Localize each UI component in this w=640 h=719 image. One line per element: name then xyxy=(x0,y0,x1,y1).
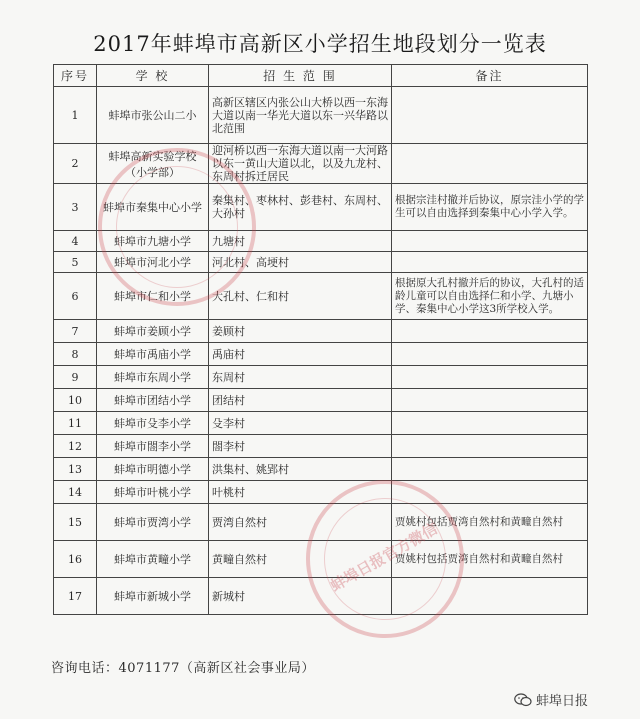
contact-footer: 咨询电话：4071177（高新区社会事业局） xyxy=(51,661,315,676)
table-row xyxy=(54,435,588,458)
row-school: 蚌埠市秦集中心小学 xyxy=(97,184,209,231)
table-row xyxy=(54,389,588,412)
row-num: 15 xyxy=(54,504,97,541)
row-school: 蚌埠市张公山二小 xyxy=(97,87,209,144)
row-range: 殳李村 xyxy=(209,412,392,435)
row-school: 蚌埠市团结小学 xyxy=(97,389,209,412)
row-range: 叶桃村 xyxy=(209,481,392,504)
row-note xyxy=(392,87,588,144)
table-row xyxy=(54,412,588,435)
row-school: 蚌埠市殳李小学 xyxy=(97,412,209,435)
row-range: 姜顾村 xyxy=(209,320,392,343)
row-num: 6 xyxy=(54,273,97,320)
row-note: 贾姚村包括贾湾自然村和黄疃自然村 xyxy=(392,541,588,578)
row-num: 13 xyxy=(54,458,97,481)
row-note: 贾姚村包括贾湾自然村和黄疃自然村 xyxy=(392,504,588,541)
row-note xyxy=(392,435,588,458)
row-num: 7 xyxy=(54,320,97,343)
enrollment-table xyxy=(53,64,588,615)
row-range: 閤李村 xyxy=(209,435,392,458)
row-range: 秦集村、枣林村、彭巷村、东周村、大孙村 xyxy=(209,184,392,231)
row-num: 8 xyxy=(54,343,97,366)
table-row xyxy=(54,87,588,144)
row-range: 东周村 xyxy=(209,366,392,389)
row-num: 17 xyxy=(54,578,97,615)
brand-name: 蚌埠日报 xyxy=(535,694,588,709)
row-school: 蚌埠市黄疃小学 xyxy=(97,541,209,578)
row-num: 10 xyxy=(54,389,97,412)
table-row xyxy=(54,343,588,366)
table-row xyxy=(54,481,588,504)
table-row xyxy=(54,231,588,252)
header-note: 备注 xyxy=(392,65,588,87)
row-note xyxy=(392,320,588,343)
row-range: 大孔村、仁和村 xyxy=(209,273,392,320)
row-num: 14 xyxy=(54,481,97,504)
row-num: 1 xyxy=(54,87,97,144)
table-row xyxy=(54,458,588,481)
table-row xyxy=(54,184,588,231)
row-range: 迎河桥以西一东海大道以南一大河路以东一黄山大道以北，以及九龙村、东周村拆迁居民 xyxy=(209,144,392,184)
stamp-text: 蚌埠日报官方微信 xyxy=(327,519,441,596)
row-school: 蚌埠市叶桃小学 xyxy=(97,481,209,504)
row-note xyxy=(392,231,588,252)
row-num: 11 xyxy=(54,412,97,435)
row-num: 5 xyxy=(54,252,97,273)
row-school: 蚌埠市姜顾小学 xyxy=(97,320,209,343)
row-note xyxy=(392,343,588,366)
row-school: 蚌埠市贾湾小学 xyxy=(97,504,209,541)
table-row xyxy=(54,144,588,184)
row-note xyxy=(392,481,588,504)
table-row xyxy=(54,273,588,320)
row-note xyxy=(392,389,588,412)
row-school: 蚌埠市禹庙小学 xyxy=(97,343,209,366)
table-row xyxy=(54,504,588,541)
header-range: 招 生 范 围 xyxy=(209,65,392,87)
row-range: 河北村、高埂村 xyxy=(209,252,392,273)
row-note xyxy=(392,578,588,615)
row-range: 高新区辖区内张公山大桥以西一东海大道以南一华光大道以东一兴华路以北范围 xyxy=(209,87,392,144)
row-range: 贾湾自然村 xyxy=(209,504,392,541)
row-school: 蚌埠市閤李小学 xyxy=(97,435,209,458)
row-range: 九塘村 xyxy=(209,231,392,252)
row-num: 12 xyxy=(54,435,97,458)
table-row xyxy=(54,366,588,389)
table-body xyxy=(54,87,588,615)
brand-watermark xyxy=(514,690,588,709)
row-school: 蚌埠高新实验学校（小学部） xyxy=(97,144,209,184)
row-school: 蚌埠市新城小学 xyxy=(97,578,209,615)
row-school: 蚌埠市明德小学 xyxy=(97,458,209,481)
row-school: 蚌埠市东周小学 xyxy=(97,366,209,389)
header-school: 学 校 xyxy=(97,65,209,87)
row-school: 蚌埠市河北小学 xyxy=(97,252,209,273)
row-range: 新城村 xyxy=(209,578,392,615)
row-num: 2 xyxy=(54,144,97,184)
row-school: 蚌埠市仁和小学 xyxy=(97,273,209,320)
row-range: 禹庙村 xyxy=(209,343,392,366)
row-range: 洪集村、姚郢村 xyxy=(209,458,392,481)
row-num: 16 xyxy=(54,541,97,578)
table-header-row xyxy=(54,65,588,87)
table-row xyxy=(54,541,588,578)
wechat-icon xyxy=(514,693,532,707)
row-note xyxy=(392,366,588,389)
page-title: 2017年蚌埠市高新区小学招生地段划分一览表 xyxy=(93,32,547,56)
row-note xyxy=(392,252,588,273)
row-range: 团结村 xyxy=(209,389,392,412)
row-note: 根据原大孔村撤并后的协议，大孔村的适龄儿童可以自由选择仁和小学、九塘小学、秦集中心小学这3所学校入学。 xyxy=(392,273,588,320)
row-num: 9 xyxy=(54,366,97,389)
table-row xyxy=(54,578,588,615)
header-num: 序号 xyxy=(54,65,97,87)
row-school: 蚌埠市九塘小学 xyxy=(97,231,209,252)
row-note xyxy=(392,412,588,435)
row-note xyxy=(392,458,588,481)
row-note: 根据宗洼村撤并后协议，原宗洼小学的学生可以自由选择到秦集中心小学入学。 xyxy=(392,184,588,231)
table-row xyxy=(54,320,588,343)
row-note xyxy=(392,144,588,184)
row-num: 3 xyxy=(54,184,97,231)
table-row xyxy=(54,252,588,273)
row-range: 黄疃自然村 xyxy=(209,541,392,578)
row-num: 4 xyxy=(54,231,97,252)
